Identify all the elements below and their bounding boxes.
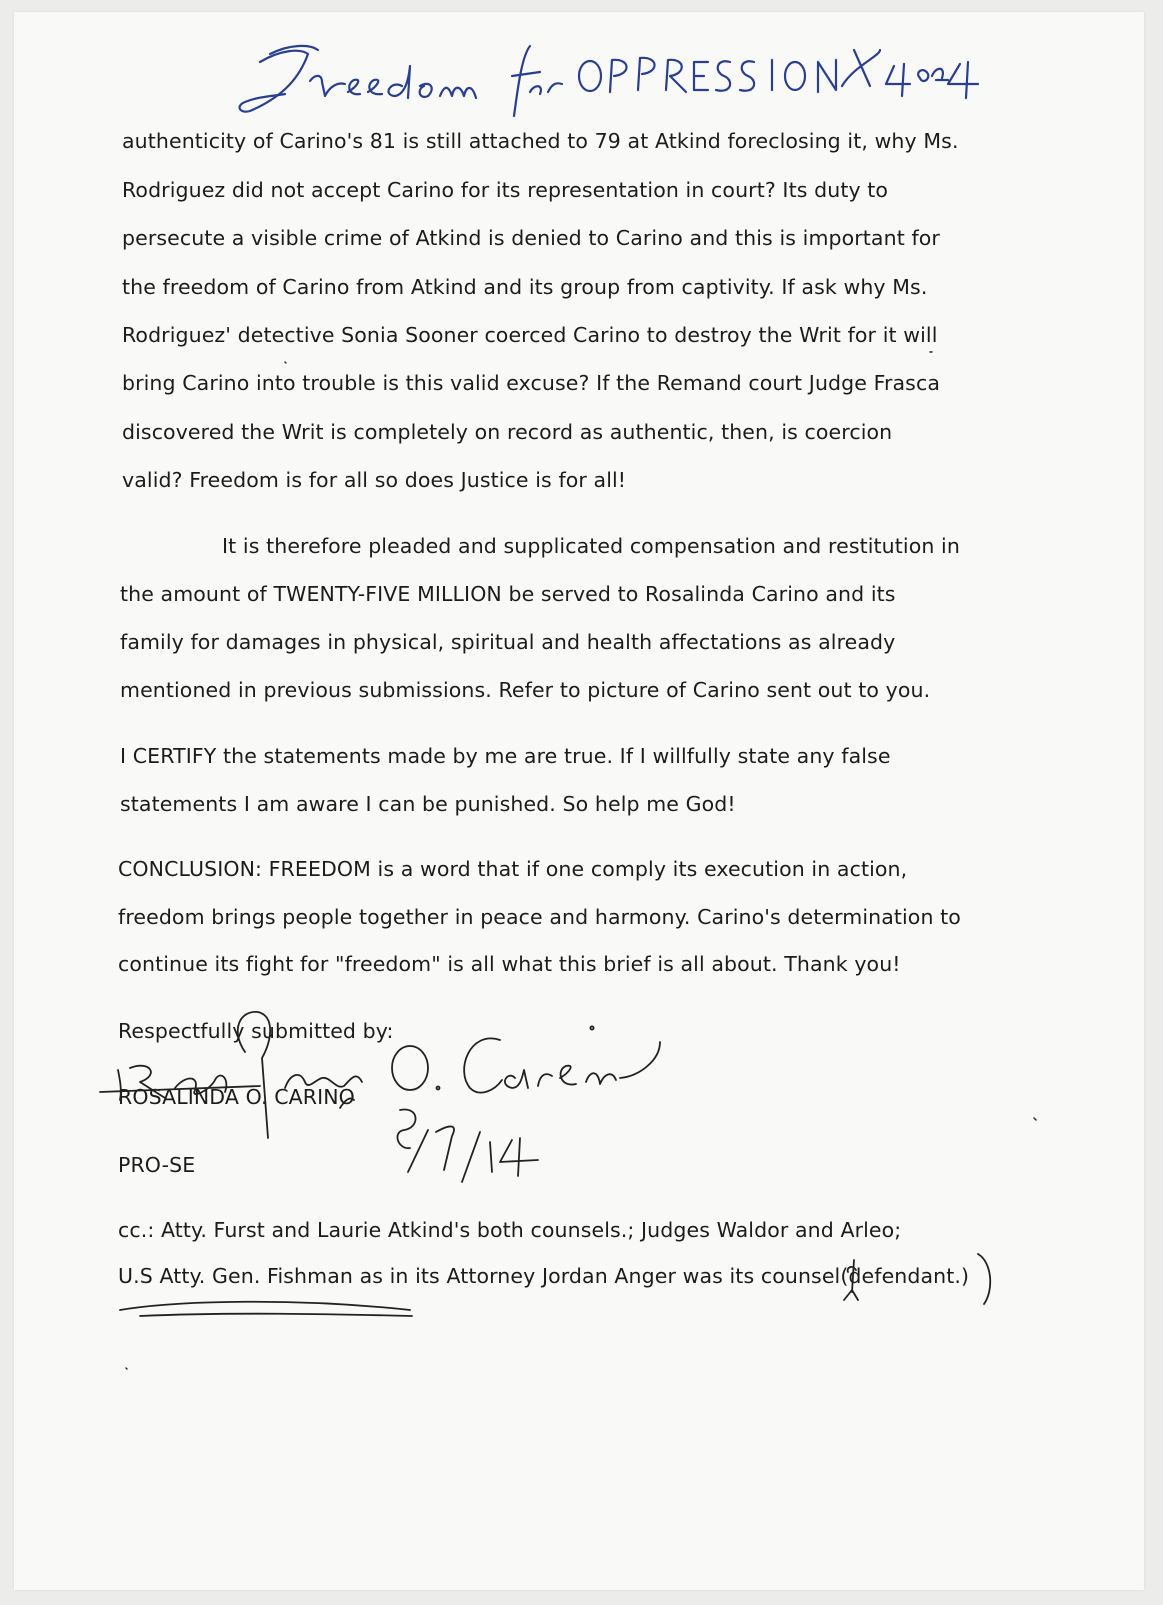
cc-line: U.S Atty. Gen. Fishman as in its Attorney Jordan Anger was its counsel(defendant.): [118, 1264, 970, 1288]
body-line: the freedom of Carino from Atkind and its group from captivity. If ask why Ms.: [122, 275, 928, 299]
signer-name: ROSALINDA O. CARINO: [118, 1085, 355, 1109]
conclusion-line: freedom brings people together in peace and harmony. Carino's determination to: [118, 905, 961, 929]
body-line: Rodriguez' detective Sonia Sooner coerced Carino to destroy the Writ for it will: [122, 323, 938, 347]
body-line: bring Carino into trouble is this valid excuse? If the Remand court Judge Frasca: [122, 371, 940, 395]
body-line: discovered the Writ is completely on record as authentic, then, is coercion: [122, 420, 893, 444]
body-line: persecute a visible crime of Atkind is denied to Carino and this is important for: [122, 226, 940, 250]
submitted-by-label: Respectfully submitted by:: [118, 1019, 394, 1043]
body-line: valid? Freedom is for all so does Justice is for all!: [122, 468, 627, 492]
certification-line: statements I am aware I can be punished. So help me God!: [120, 792, 736, 816]
body-line: mentioned in previous submissions. Refer to picture of Carino sent out to you.: [120, 678, 931, 702]
body-line: family for damages in physical, spiritual and health affectations as already: [120, 630, 896, 654]
signer-role: PRO-SE: [118, 1153, 196, 1177]
conclusion-line: CONCLUSION: FREEDOM is a word that if one comply its execution in action,: [118, 857, 908, 881]
conclusion-line: continue its fight for "freedom" is all what this brief is all about. Thank you!: [118, 952, 901, 976]
body-line: It is therefore pleaded and supplicated compensation and restitution in: [222, 534, 960, 558]
certification-line: I CERTIFY the statements made by me are true. If I willfully state any false: [120, 744, 891, 768]
cc-line: cc.: Atty. Furst and Laurie Atkind's both counsels.; Judges Waldor and Arleo;: [118, 1218, 902, 1242]
handwritten-header-note: [230, 36, 980, 126]
body-line: authenticity of Carino's 81 is still attached to 79 at Atkind foreclosing it, why Ms.: [122, 129, 959, 153]
body-line: the amount of TWENTY-FIVE MILLION be served to Rosalinda Carino and its: [120, 582, 896, 606]
body-line: Rodriguez did not accept Carino for its representation in court? Its duty to: [122, 178, 889, 202]
